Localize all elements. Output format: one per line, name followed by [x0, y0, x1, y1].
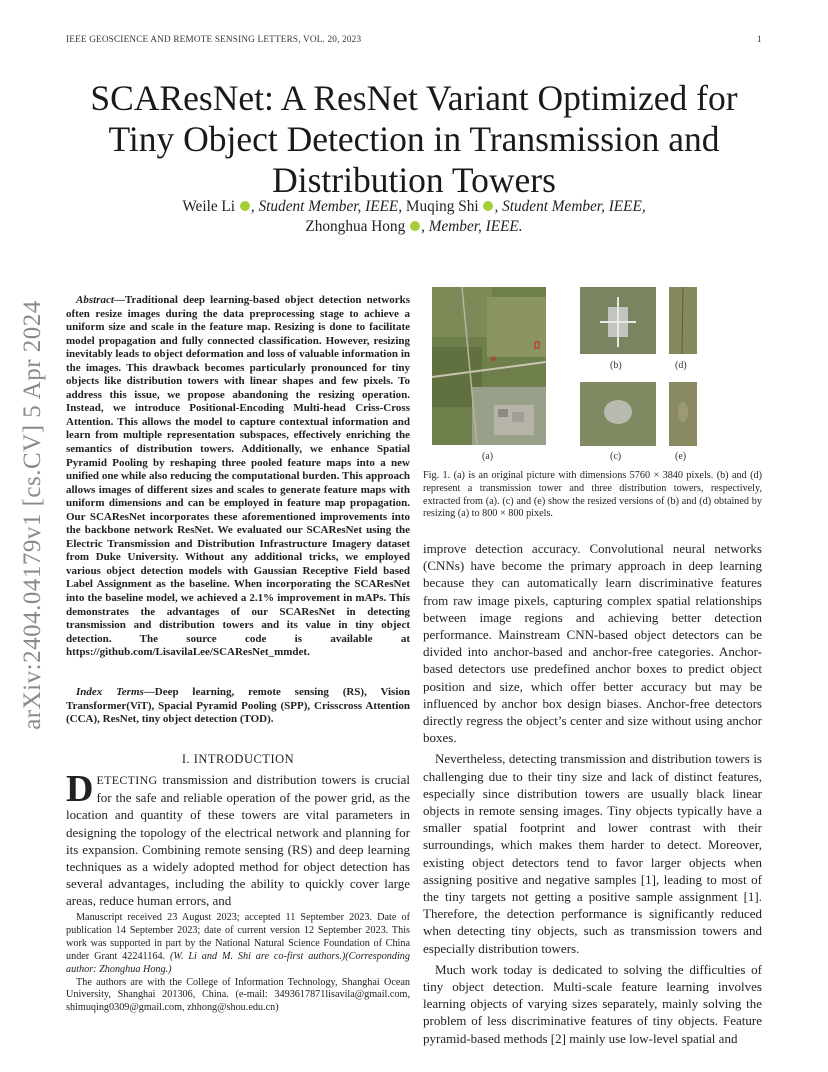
- author-list: [66, 197, 762, 236]
- author-role: , Student Member, IEEE,: [494, 198, 646, 215]
- index-terms-label: Index Terms: [76, 686, 144, 698]
- footnote-manuscript: [66, 912, 410, 977]
- paragraph: Much work today is dedicated to solving the difficulties of tiny object detection. Multi-scale feature learning involves learning objects of varying sizes separately, mainly solving the problem of less discriminative features of tiny objects. Feature pyramid-based methods [2] mainly use low-level spatial and: [423, 961, 762, 1046]
- footnote-italic: (W. Li and M. Shi are co-first authors.)(Corresponding author: Zhonghua Hong.): [66, 950, 410, 975]
- crop-image-e: [669, 382, 697, 446]
- aerial-image-a: [432, 287, 546, 445]
- crop-image-c: [580, 382, 656, 446]
- intro-text: transmission and distribution towers is crucial for the safe and reliable operation of the power grid, as the location and quantity of these towers are vital parameters in designing the topology of the electrical network and planning for its expansion. Combining remote sensing (RS) and deep learning techniques as a widely adopted method for object detection has several advantages, including the ability to quickly cover large areas, reduce human errors, and: [66, 772, 410, 909]
- index-terms: [66, 686, 410, 727]
- figure-label: (d): [675, 360, 687, 371]
- figure-1: [423, 287, 762, 477]
- figure-label: (a): [482, 451, 494, 462]
- paper-title: SCAResNet: A ResNet Variant Optimized for Tiny Object Detection in Transmission and Distribution Towers: [90, 78, 738, 200]
- author-role: , Member, IEEE.: [421, 217, 523, 235]
- crop-image-b: [580, 287, 656, 354]
- author-name: Weile Li: [182, 198, 236, 215]
- figure-caption: Fig. 1. (a) is an original picture with dimensions 5760 × 3840 pixels. (b) and (d) represent a transmission tower and three distribution towers, respectively, extracted from (a). (c) and (e) show the resized versions of (b) and (d) obtained by resizing (a) to 800 × 800 pixels.: [423, 470, 762, 520]
- orcid-icon[interactable]: [240, 201, 250, 211]
- footnote-text: Manuscript received 23 August 2023; accepted 11 September 2023. Date of publication 14 September 2023; date of current version 12 September 2023. This work was supported in part by the National Natural Science Foundation of China under Grant 42241164.: [66, 912, 410, 962]
- orcid-icon[interactable]: [483, 201, 493, 211]
- abstract-label: Abstract: [76, 294, 114, 306]
- abstract: [66, 294, 410, 660]
- author-role: , Student Member, IEEE,: [250, 198, 403, 215]
- orcid-icon[interactable]: [410, 221, 420, 231]
- crop-image-d: [669, 287, 697, 354]
- figure-label: (e): [675, 451, 687, 462]
- author-name: Zhonghua Hong: [305, 217, 406, 235]
- abstract-text: —Traditional deep learning-based object detection networks often resize images during the data preprocessing stage to achieve a uniform size and scale in the feature map. Resizing is done to facilitate model propagation and fully connected classification. However, resizing inevitably leads to object deformation and loss of valuable information in the images. This drawback becomes particularly pronounced for tiny objects like distribution towers with linear shapes and few pixels. To address this issue, we propose abandoning the resizing operation. Instead, we introduce Positional-Encoding Multi-head Criss-Cross Attention. This allows the model to capture contextual information and learn from multiple representation subspaces, effectively enriching the semantics of distribution towers. Additionally, we enhance Spatial Pyramid Pooling by reshaping three pooled feature maps into a new unified one while also reducing the computational burden. This approach allows images of different sizes and scales to generate feature maps with uniform dimensions and can be employed in feature map propagation. Our SCAResNet incorporates these aforementioned improvements into the backbone network ResNet. We evaluated our SCAResNet using the Electric Transmission and Distribution Infrastructure Imagery dataset from Duke University. Without any additional tricks, we employed various object detection models with Gaussian Receptive Field based Label Assignment as the baseline. When incorporating the SCAResNet into the baseline model, we achieved a 2.1% improvement in mAPs. This demonstrates the advantages of our SCAResNet in detecting transmission and distribution towers and its value in tiny object detection. The source code is available at https://github.com/LisavilaLee/SCAResNet_mmdet.: [66, 294, 410, 659]
- footnote-affiliation: The authors are with the College of Information Technology, Shanghai Ocean University, Shanghai 201306, China. (e-mail: 3493617871lisavila@gmail.com, shimuqing0309@gmail.com, zhhong@shou.edu.cn): [66, 976, 410, 1014]
- section-heading: I. INTRODUCTION: [181, 752, 295, 766]
- index-terms-text: —Deep learning, remote sensing (RS), Vision Transformer(ViT), Spacial Pyramid Pooling (SPP), Crisscross Attention (CCA), ResNet, tiny object detection (TOD).: [66, 686, 410, 726]
- page-number: 1: [757, 34, 762, 44]
- paragraph: improve detection accuracy. Convolutional neural networks (CNNs) have become the primary approach in deep learning because they can automatically learn discriminative features from raw image pixels, capturing complex spatial relationships between image regions and achieving better detection performance. Mainstream CNN-based object detectors can be divided into anchor-based and anchor-free categories. Anchor-based detectors use predefined anchor boxes to predict object position and size, which offer better accuracy but may be influenced by anchor box design biases. Anchor-free detectors directly regress the object’s center and size without using anchor boxes.: [423, 541, 762, 746]
- figure-label: (c): [610, 451, 622, 462]
- running-header: IEEE GEOSCIENCE AND REMOTE SENSING LETTERS, VOL. 20, 2023: [66, 34, 362, 44]
- footnotes: [66, 912, 410, 1015]
- author-name: Muqing Shi: [405, 198, 479, 215]
- figure-label: (b): [610, 360, 622, 371]
- right-column-body: [423, 540, 762, 1051]
- arxiv-stamp: [8, 280, 58, 750]
- drop-cap: D: [66, 768, 94, 810]
- arxiv-stamp-text: arXiv:2404.04179v1 [cs.CV] 5 Apr 2024: [19, 300, 46, 730]
- intro-paragraph: [66, 768, 410, 910]
- intro-caps: ETECTING: [96, 773, 158, 787]
- paragraph: Nevertheless, detecting transmission and distribution towers is challenging due to their tiny size and lack of distinct features, especially since distribution towers are usually black linear objects in remote sensing images. Tiny objects typically have a smaller spatial footprint and lower contrast with their surroundings, which makes them harder to detect. Moreover, existing object detectors tend to favor larger objects when assigning positive and negative samples [1], leading to most of the tiny targets not getting a positive sample assignment [1]. Therefore, the detection performance is significantly reduced when detecting tiny objects, such as transmission towers and especially distribution towers.: [423, 751, 762, 956]
